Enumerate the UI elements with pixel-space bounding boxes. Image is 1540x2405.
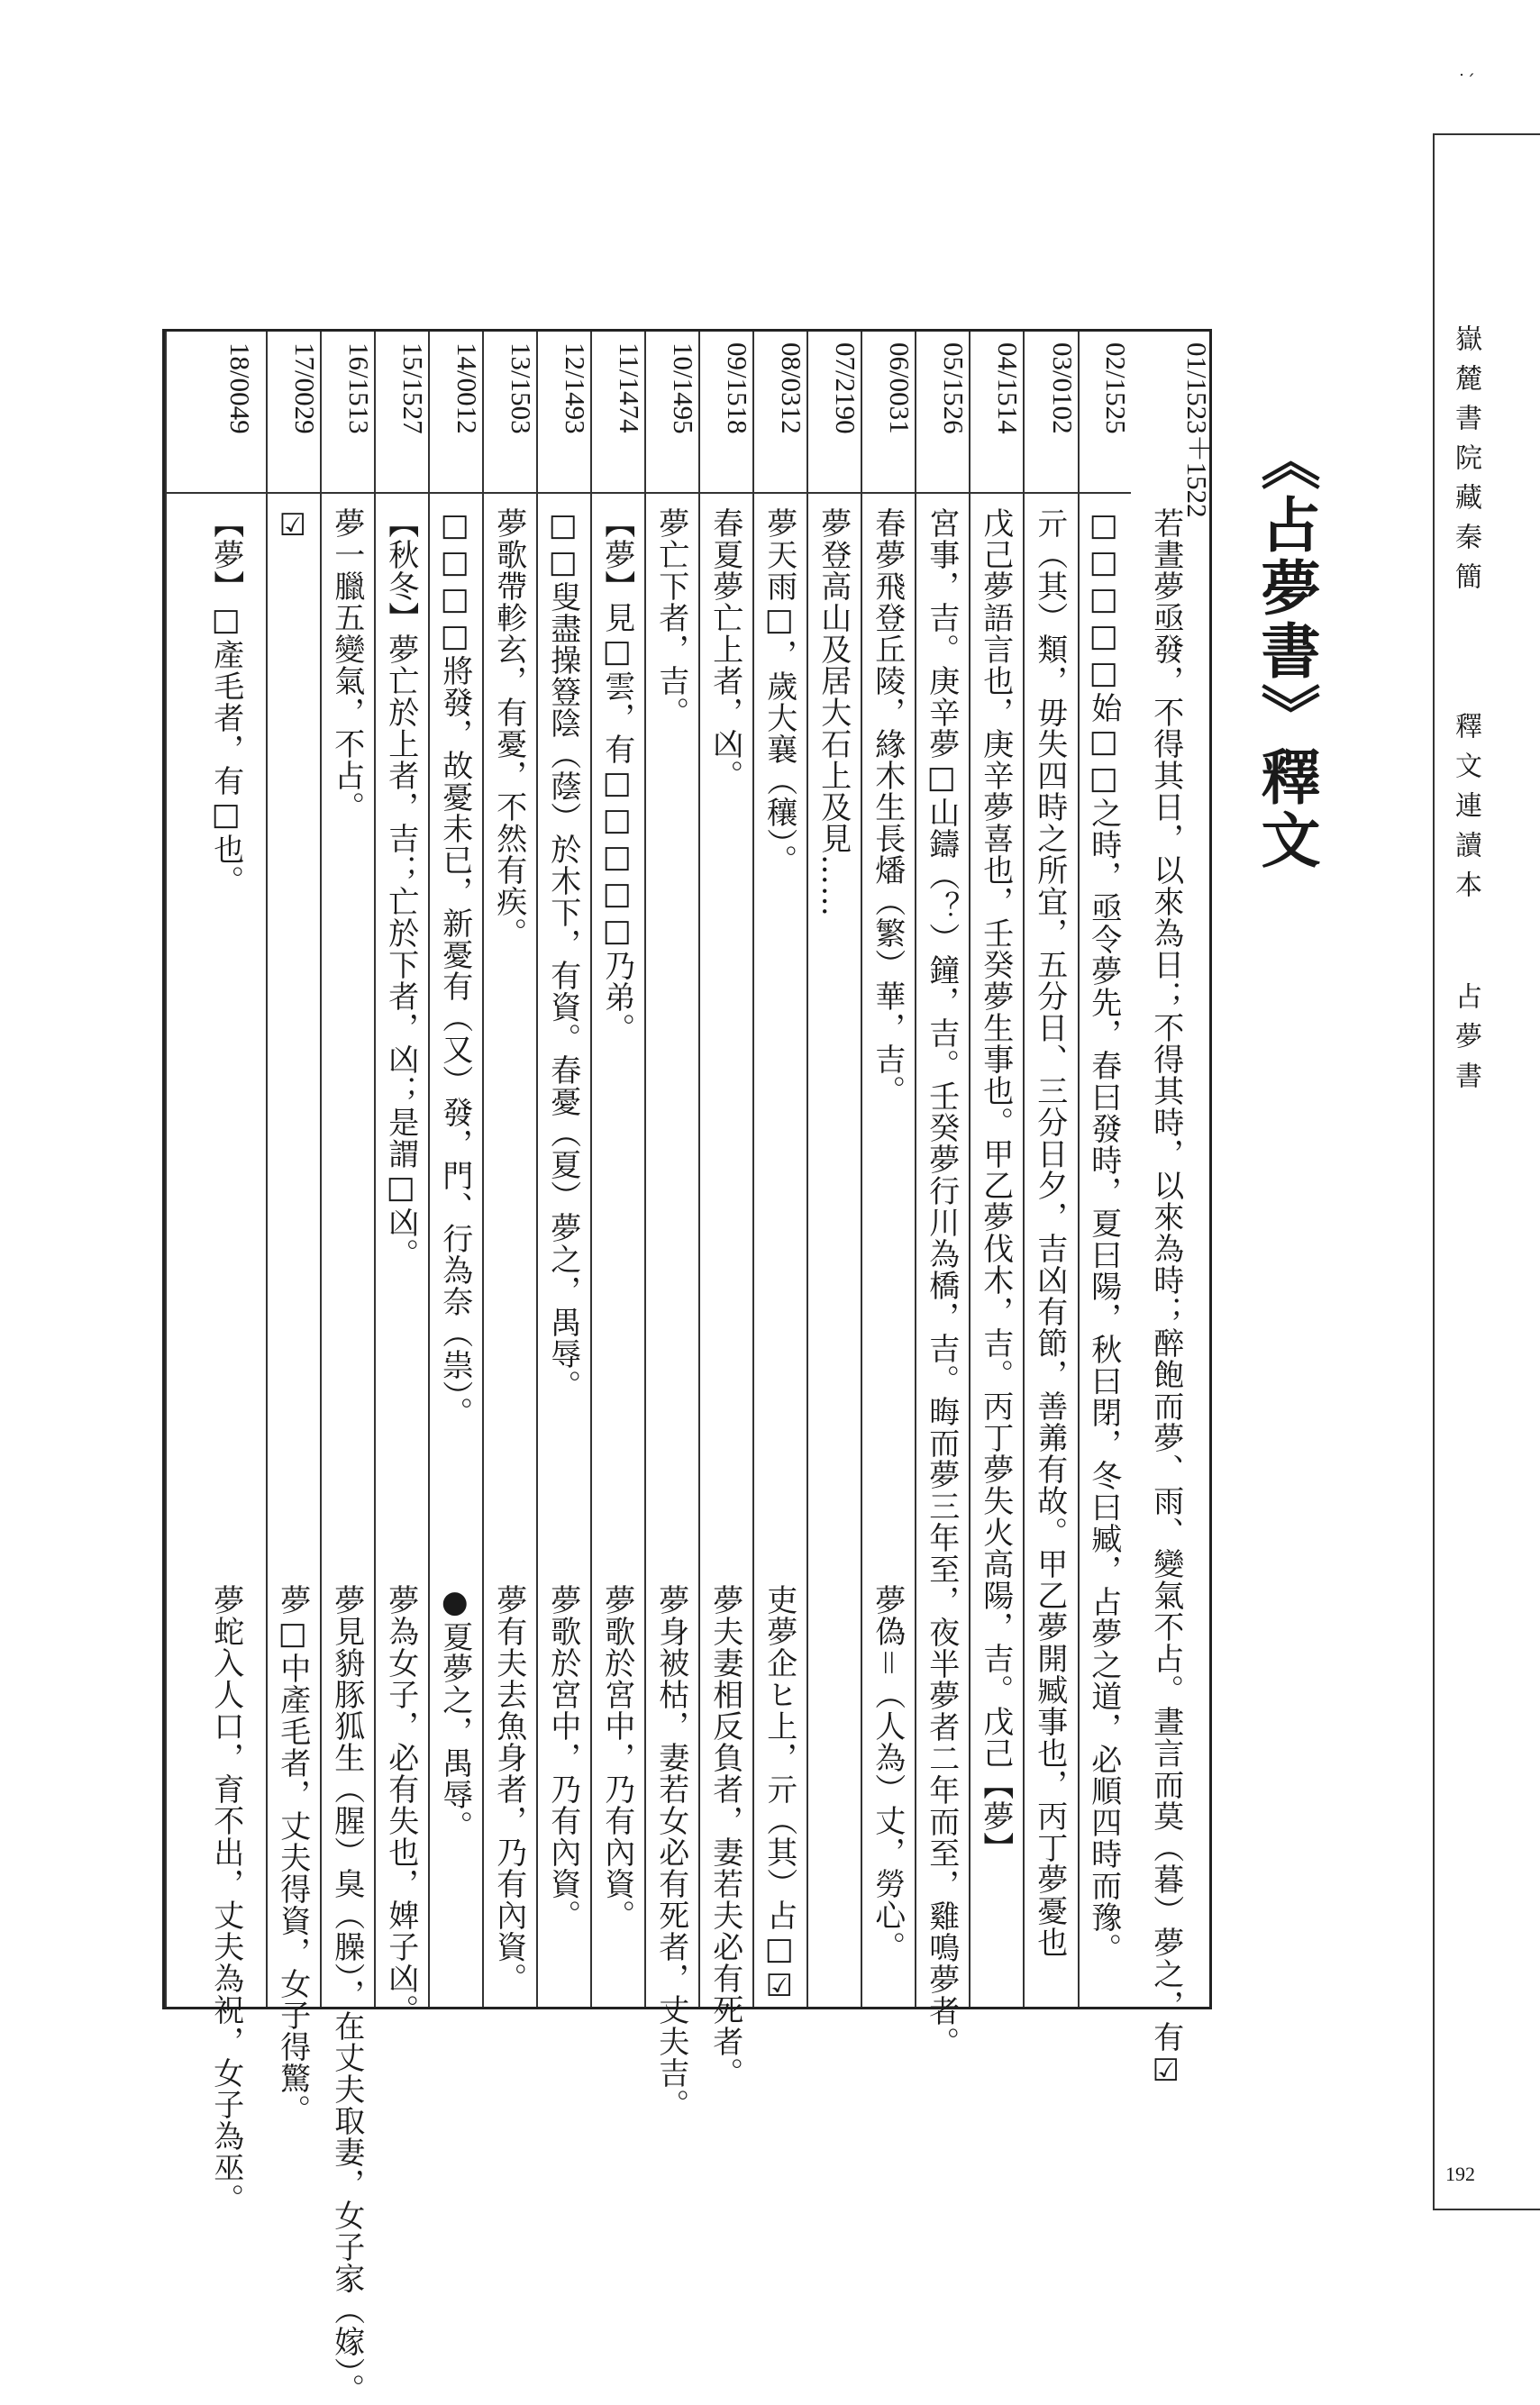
slip-id: 15/1527 bbox=[397, 342, 429, 434]
table-row bbox=[752, 332, 806, 2007]
slip-text: 春夢飛登丘陵，緣木生長燔（繁）華，吉。 bbox=[869, 507, 906, 1107]
slip-id: 04/1514 bbox=[992, 342, 1024, 434]
slip-text: 夢亡下者，吉。 bbox=[652, 507, 689, 728]
slip-text-lower: 夢歌於宮中，乃有內資。 bbox=[544, 1584, 581, 1931]
slip-id: 14/0012 bbox=[451, 342, 483, 434]
slip-text: 春夏夢亡上者，凶。 bbox=[706, 507, 743, 791]
slip-text-lower: 吏夢企ヒ上，亓（其）占□☑ bbox=[761, 1584, 797, 2005]
slip-text-lower: 夢歌於宮中，乃有內資。 bbox=[598, 1584, 635, 1931]
slip-text: ☑ bbox=[274, 507, 311, 544]
slip-text: 【秋冬】夢亡於上者，吉；亡於下者，凶；是謂□凶。 bbox=[382, 507, 419, 1270]
table-row bbox=[915, 332, 970, 2058]
slip-text: □□叟盡操簦陰（蔭）於木下，有資。春憂（夏）夢之，禺辱。 bbox=[544, 507, 581, 1401]
slip-id: 01/1523＋1522 bbox=[1181, 342, 1213, 518]
table-row bbox=[482, 332, 536, 2007]
slip-text: 夢登高山及居大石上及見…… bbox=[815, 507, 852, 917]
table-row bbox=[806, 332, 861, 2007]
corner-mark: ˙ˊ bbox=[1457, 70, 1475, 92]
slip-text: 夢天雨□，歲大襄（穰）。 bbox=[761, 507, 797, 876]
header-rule bbox=[1433, 133, 1435, 2210]
slip-id: 07/2190 bbox=[830, 342, 861, 434]
slip-id: 05/1526 bbox=[938, 342, 970, 434]
slip-id: 12/1493 bbox=[560, 342, 591, 434]
slip-text-lower: 夢□中產毛者，丈夫得資，女子得驚。 bbox=[274, 1584, 311, 2126]
slip-text-lower: ●夏夢之，禺辱。 bbox=[436, 1584, 473, 1842]
slip-text: 夢歌帶軫玄，有憂，不然有疾。 bbox=[490, 507, 527, 949]
slip-text-lower: 夢夫妻相反負者，妻若夫必有死者。 bbox=[706, 1584, 743, 2089]
header-book-title: 嶽麓書院藏秦簡 bbox=[1450, 324, 1481, 602]
table-row bbox=[165, 332, 266, 2215]
slip-text: 若晝夢亟發，不得其日，以來為日；不得其時，以來為時；醉飽而夢、雨、變氣不占。晝言而莫（暮）夢之，有☑ bbox=[1147, 507, 1184, 2090]
slip-text-lower: 夢身被枯，妻若女必有死者，丈夫吉。 bbox=[652, 1584, 689, 2120]
id-band-rule bbox=[165, 492, 1131, 494]
table-row bbox=[644, 332, 699, 2120]
slip-text-lower: 夢蛇入人口，育不出，丈夫為祝，女子為巫。 bbox=[207, 1584, 244, 2215]
slip-text: 【夢】□產毛者，有□也。 bbox=[207, 507, 244, 897]
page-title: 《占夢書》釋文 bbox=[1251, 431, 1321, 872]
header-section-title: 釋文連讀本 bbox=[1450, 712, 1481, 910]
table-row bbox=[1131, 332, 1213, 2090]
slip-id: 08/0312 bbox=[776, 342, 807, 434]
slip-id: 11/1474 bbox=[614, 342, 645, 433]
slip-text: □□□□將發，故憂未已，新憂有（又）發，門、行為奈（祟）。 bbox=[436, 507, 473, 1428]
slip-text-lower: 夢偽＝（人為）丈，勞心。 bbox=[869, 1584, 906, 1963]
header-chapter-title: 占夢書 bbox=[1450, 982, 1481, 1101]
slip-id: 10/1495 bbox=[668, 342, 699, 434]
slip-text-lower: 夢為女子，必有失也，婢子凶。 bbox=[382, 1584, 419, 2026]
slip-id: 13/1503 bbox=[506, 342, 537, 434]
table-row bbox=[374, 332, 429, 2026]
transcription-table bbox=[162, 329, 1213, 2405]
table-row bbox=[861, 332, 915, 2007]
page-number: 192 bbox=[1445, 2163, 1475, 2185]
slip-text-lower: 夢見貈豚狐生（腥）臭（臊），在丈夫取妻，女子家（嫁）。 bbox=[328, 1584, 365, 2405]
table-row bbox=[266, 332, 321, 2126]
slip-id: 02/1525 bbox=[1100, 342, 1132, 434]
table-row bbox=[320, 332, 375, 2405]
slip-text: 亓（其）類，毋失四時之所宜，五分日、三分日夕，吉凶有節，善羛有故。甲乙夢開臧事也，丙丁夢憂也 bbox=[1031, 507, 1068, 1958]
slip-id: 09/1518 bbox=[722, 342, 753, 434]
header-rule-bottom bbox=[1433, 2209, 1540, 2210]
table-row bbox=[1078, 332, 1131, 2007]
table-row bbox=[536, 332, 590, 2007]
slip-id: 18/0049 bbox=[224, 342, 256, 434]
slip-text: □□□□□始□□之時，亟令夢先，春曰發時，夏曰陽，秋曰閉，冬曰臧，占夢之道，必順四時而豫。 bbox=[1085, 507, 1122, 1964]
slip-text: 戊己夢語言也，庚辛夢喜也，壬癸夢生事也。甲乙夢伐木，吉。丙丁夢失火高陽，吉。戊己【夢】 bbox=[977, 507, 1014, 1863]
table-row bbox=[698, 332, 753, 2089]
slip-id: 03/0102 bbox=[1047, 342, 1079, 434]
slip-text: 【夢】見□雲，有□□□□□乃弟。 bbox=[598, 507, 635, 1044]
slip-id: 16/1513 bbox=[343, 342, 375, 434]
slip-id: 17/0029 bbox=[289, 342, 321, 434]
slip-text: 夢一臘五變氣，不占。 bbox=[328, 507, 365, 823]
table-row bbox=[1023, 332, 1078, 2007]
slip-id: 06/0031 bbox=[884, 342, 916, 434]
slip-text-lower: 夢有夫去魚身者，乃有內資。 bbox=[490, 1584, 527, 1994]
slip-text: 宮事，吉。庚辛夢□山鑄（？）鐘，吉。壬癸夢行川為橋，吉。晦而夢三年至，夜半夢者二年而至，雞鳴夢者。 bbox=[923, 507, 960, 2058]
table-row bbox=[969, 332, 1023, 2007]
table-row bbox=[428, 332, 482, 2007]
header-rule-top bbox=[1433, 133, 1540, 135]
table-row bbox=[590, 332, 644, 2007]
